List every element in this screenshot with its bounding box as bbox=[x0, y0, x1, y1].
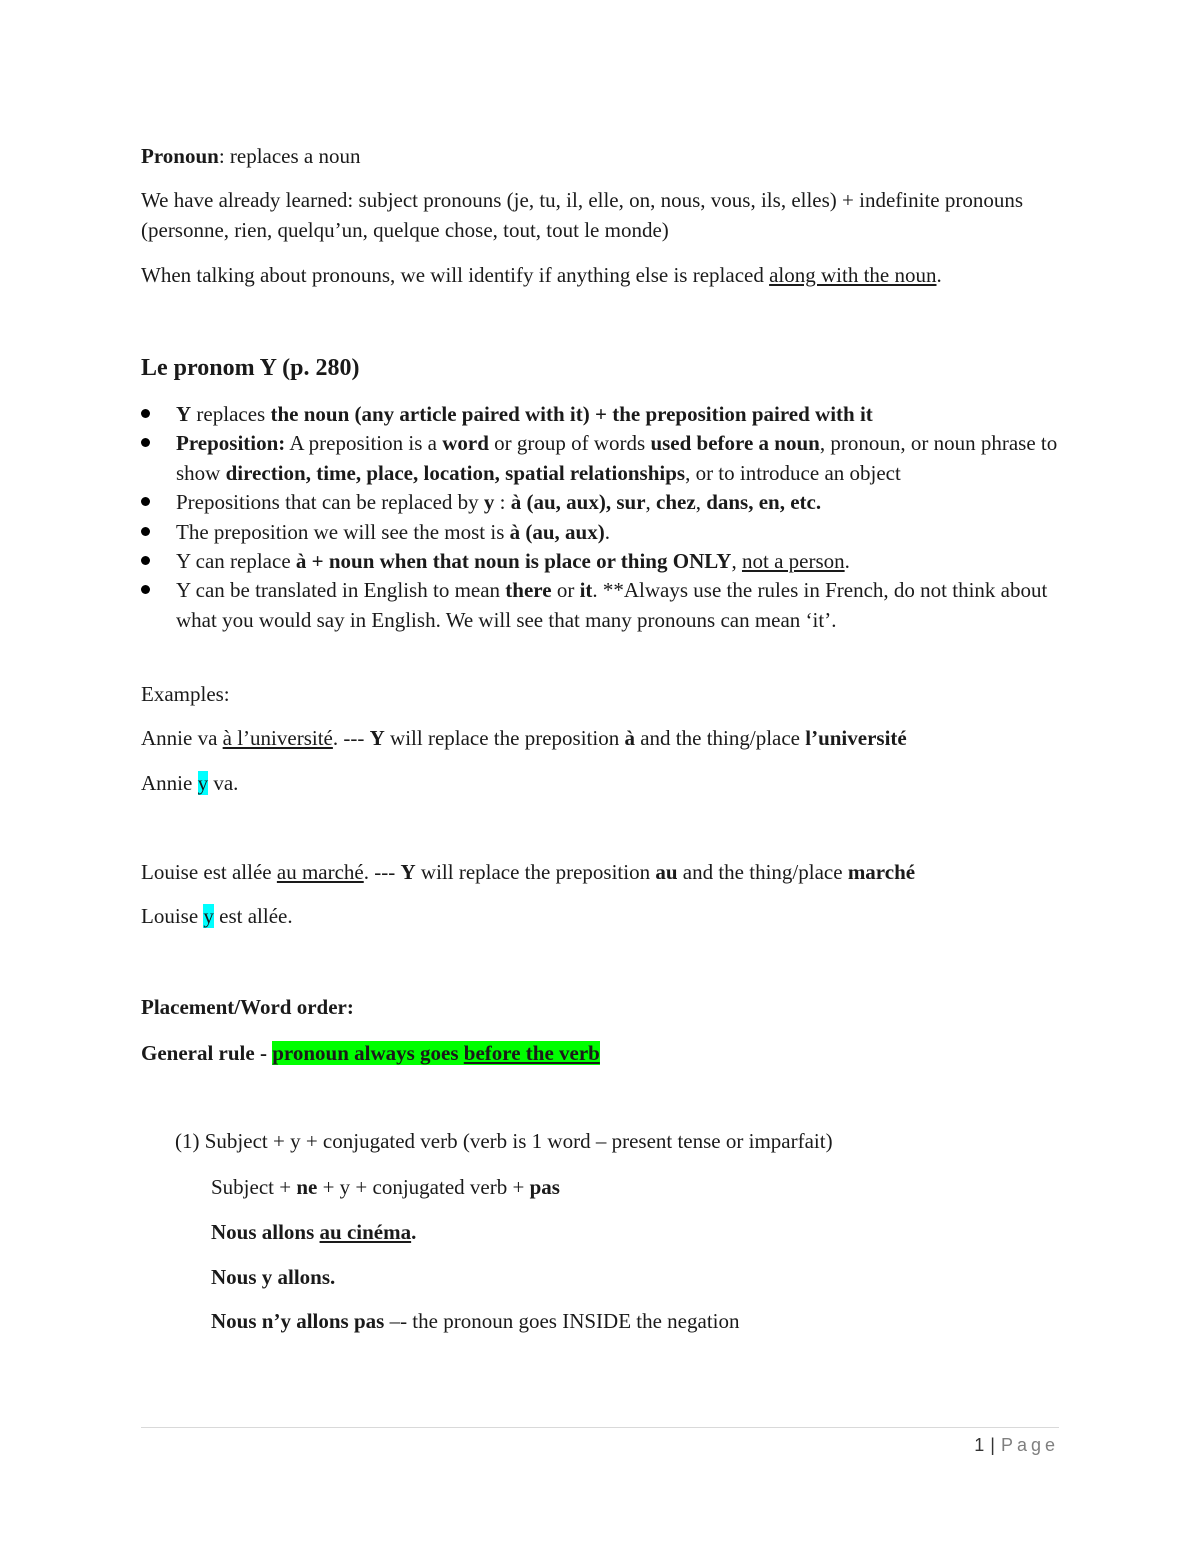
identify-paragraph bbox=[141, 260, 1061, 290]
text: will replace the preposition bbox=[384, 726, 625, 750]
text: Louise est allée bbox=[141, 860, 277, 884]
text: and the thing/place bbox=[677, 860, 848, 884]
text: replaces bbox=[191, 402, 271, 426]
text-bold: Y bbox=[369, 726, 385, 750]
text-bold: Placement/Word order: bbox=[141, 995, 354, 1019]
text: , pronoun, or noun phrase to show bbox=[176, 431, 1058, 485]
example1-result bbox=[141, 768, 1061, 798]
text-bold: there bbox=[505, 578, 552, 603]
rule1-example-negative bbox=[211, 1306, 1071, 1336]
rule1-structure: (1) Subject + y + conjugated verb (verb is 1 word – present tense or imparfait) bbox=[175, 1129, 833, 1153]
list-item bbox=[141, 400, 1061, 429]
section-title: Le pronom Y (p. 280) bbox=[141, 355, 360, 381]
text: est allée. bbox=[213, 904, 293, 928]
learned-pronouns-paragraph: We have already learned: subject pronouns (je, tu, il, elle, on, nous, vous, ils, elles) + indefinite pronouns (personne, rien, quelqu’un, quelque chose, tout, tout le monde) bbox=[141, 188, 1024, 242]
highlighted-y: y bbox=[203, 904, 214, 928]
placement-title bbox=[141, 992, 1061, 1022]
text: The preposition we will see the most is bbox=[176, 519, 510, 544]
text: A preposition is a bbox=[285, 431, 443, 456]
example2-sentence bbox=[141, 857, 1061, 887]
text: or bbox=[551, 578, 580, 603]
bullet-icon bbox=[141, 497, 150, 506]
text-bold bbox=[320, 1220, 412, 1244]
highlighted-rule bbox=[272, 1041, 600, 1065]
underlined-phrase: à l’université bbox=[222, 726, 333, 750]
text: : bbox=[494, 490, 511, 515]
rule1-negative-structure bbox=[211, 1172, 1071, 1202]
text: . bbox=[604, 519, 610, 544]
y-rules-list bbox=[141, 400, 1061, 635]
text: and the thing/place bbox=[634, 726, 806, 750]
text: . **Always use the rules in French, do not think about what you would say in English. We will see that many pronouns can mean ‘it’. bbox=[176, 578, 1048, 632]
text-bold: à bbox=[624, 726, 635, 750]
footer-divider bbox=[141, 1427, 1059, 1428]
text-bold: the noun (any article paired with it) + the preposition paired with it bbox=[270, 402, 873, 426]
page-footer bbox=[974, 1432, 1059, 1458]
bullet-icon bbox=[141, 438, 150, 447]
list-item bbox=[141, 488, 1061, 517]
rule1-example-result bbox=[211, 1262, 1071, 1292]
pronoun-term: Pronoun bbox=[141, 144, 219, 168]
text-bold: chez bbox=[656, 490, 696, 515]
text-bold: Nous allons bbox=[211, 1220, 320, 1244]
examples-label: Examples: bbox=[141, 682, 230, 706]
text-bold: word bbox=[442, 431, 489, 456]
example1-sentence bbox=[141, 723, 1061, 753]
pronoun-definition bbox=[141, 141, 1061, 171]
text-bold: marché bbox=[847, 860, 916, 884]
before-the-verb: before the verb bbox=[463, 1041, 600, 1065]
text: , bbox=[731, 549, 742, 574]
identify-text: When talking about pronouns, we will identify if anything else is replaced bbox=[141, 263, 770, 287]
text-bold: pas bbox=[529, 1175, 560, 1199]
text-bold: à + noun when that noun is place or thing ONLY bbox=[295, 549, 732, 574]
text-bold: . bbox=[411, 1220, 417, 1244]
list-item bbox=[141, 576, 1061, 635]
text: Annie bbox=[141, 771, 198, 795]
text: Louise bbox=[141, 904, 204, 928]
text-bold: direction, time, place, location, spatial relationships bbox=[225, 460, 686, 485]
text-bold: Nous y allons. bbox=[211, 1265, 336, 1289]
not-a-person: not a person bbox=[741, 549, 845, 574]
text-bold: dans, en, etc. bbox=[706, 490, 822, 515]
text: . --- bbox=[332, 726, 370, 750]
rule1-example-sentence bbox=[211, 1217, 1071, 1247]
list-item bbox=[141, 429, 1061, 488]
page-number: 1 bbox=[974, 1435, 985, 1455]
highlighted-y: y bbox=[197, 771, 209, 795]
underlined-phrase: au marché bbox=[276, 860, 364, 884]
text: , bbox=[695, 490, 707, 515]
identify-period: . bbox=[936, 263, 942, 287]
bullet-icon bbox=[141, 527, 150, 536]
page-label: Page bbox=[1000, 1435, 1059, 1455]
text-bold: it bbox=[579, 578, 593, 603]
bullet-icon bbox=[141, 409, 150, 418]
text: pronoun always goes bbox=[272, 1041, 464, 1065]
text: Y can be translated in English to mean bbox=[176, 578, 506, 603]
text-bold: Y bbox=[400, 860, 416, 884]
text: will replace the preposition bbox=[415, 860, 656, 884]
text: Y can replace bbox=[176, 549, 296, 574]
text: or group of words bbox=[488, 431, 651, 456]
text: Subject + bbox=[211, 1175, 297, 1199]
text-bold: Y bbox=[176, 402, 192, 426]
text-bold: y bbox=[483, 490, 495, 515]
text: , or to introduce an object bbox=[685, 460, 901, 485]
text-bold: l’université bbox=[805, 726, 907, 750]
text: . --- bbox=[363, 860, 401, 884]
text-bold: à (au, aux) bbox=[509, 519, 605, 544]
text: , bbox=[645, 490, 657, 515]
bullet-icon bbox=[141, 585, 150, 594]
text-bold: used before a noun bbox=[650, 431, 820, 456]
text: . bbox=[844, 549, 850, 574]
underlined-phrase: au cinéma bbox=[319, 1220, 412, 1244]
general-rule bbox=[141, 1038, 1061, 1068]
text-bold: Nous n’y allons pas bbox=[211, 1309, 385, 1333]
footer-separator: | bbox=[990, 1435, 995, 1455]
pronoun-definition-text: : replaces a noun bbox=[218, 144, 361, 168]
text-bold: ne bbox=[296, 1175, 318, 1199]
text: va. bbox=[208, 771, 239, 795]
text-bold: General rule - bbox=[141, 1041, 273, 1065]
text: –- the pronoun goes INSIDE the negation bbox=[384, 1309, 740, 1333]
list-item bbox=[141, 518, 1061, 547]
text-bold: au bbox=[655, 860, 678, 884]
text-bold: à (au, aux), sur bbox=[510, 490, 646, 515]
example2-result bbox=[141, 901, 1061, 931]
along-with-noun: along with the noun bbox=[769, 263, 937, 287]
text: Annie va bbox=[141, 726, 223, 750]
text: Prepositions that can be replaced by bbox=[176, 490, 484, 515]
text: + y + conjugated verb + bbox=[317, 1175, 530, 1199]
bullet-icon bbox=[141, 556, 150, 565]
text-bold: Preposition: bbox=[176, 431, 286, 456]
list-item bbox=[141, 547, 1061, 576]
